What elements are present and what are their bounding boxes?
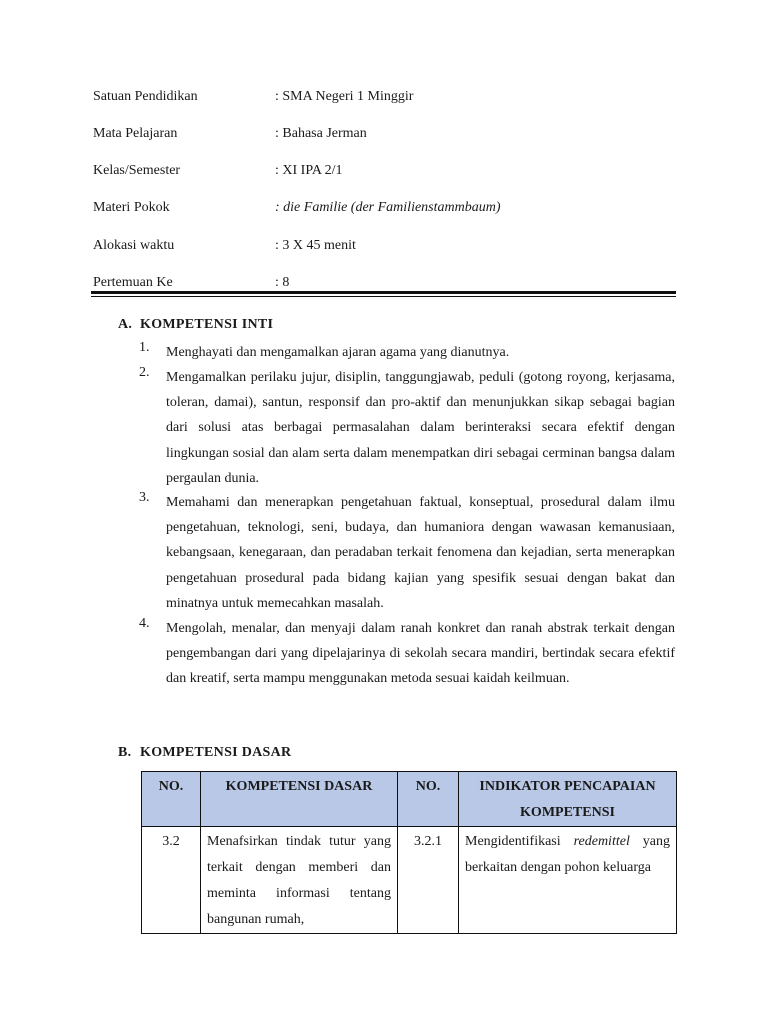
table-header-row	[142, 772, 677, 827]
column-header-no: NO.	[142, 772, 201, 827]
list-item	[139, 340, 675, 365]
identity-label: Mata Pelajaran	[93, 126, 178, 141]
indicator-text-cell	[459, 827, 677, 934]
list-item	[139, 365, 675, 491]
section-title: KOMPETENSI INTI	[140, 317, 274, 332]
header-divider-thin	[91, 296, 676, 297]
column-header-kompetensi-dasar: KOMPETENSI DASAR	[201, 772, 398, 827]
identity-label: Pertemuan Ke	[93, 275, 173, 290]
identity-value: : 3 X 45 menit	[275, 238, 356, 253]
indicator-text-end: yang berkaitan dengan pohon keluarga	[465, 834, 670, 875]
list-number: 4.	[139, 616, 150, 631]
column-header-no: NO.	[398, 772, 459, 827]
section-heading-kompetensi-inti	[118, 317, 273, 333]
identity-value: : XI IPA 2/1	[275, 163, 343, 178]
section-title: KOMPETENSI DASAR	[140, 745, 292, 760]
identity-value: : die Familie (der Familienstammbaum)	[275, 200, 501, 215]
identity-value: : SMA Negeri 1 Minggir	[275, 89, 414, 104]
column-header-indikator: INDIKATOR PENCAPAIAN KOMPETENSI	[459, 772, 677, 827]
identity-value: : 8	[275, 275, 290, 290]
section-letter: A.	[118, 317, 133, 332]
list-number: 2.	[139, 365, 150, 380]
list-text: Menghayati dan mengamalkan ajaran agama yang dianutnya.	[166, 345, 510, 360]
section-heading-kompetensi-dasar	[118, 745, 291, 761]
kd-number-cell: 3.2	[142, 827, 201, 934]
indicator-text-italic: redemittel	[573, 834, 630, 849]
identity-label: Materi Pokok	[93, 200, 170, 215]
list-text: Mengolah, menalar, dan menyaji dalam ranah konkret dan ranah abstrak terkait dengan pengembangan dari yang dipelajarinya di sekolah secara mandiri, bertindak secara efektif dan kreatif, serta mampu menggunakan metoda sesuai kaidah keilmuan.	[166, 621, 675, 687]
indicator-text-start: Mengidentifikasi	[465, 834, 561, 849]
indicator-number-cell: 3.2.1	[398, 827, 459, 934]
kompetensi-dasar-table	[141, 771, 677, 934]
identity-label: Satuan Pendidikan	[93, 89, 198, 104]
identity-label: Alokasi waktu	[93, 238, 175, 253]
section-letter: B.	[118, 745, 132, 760]
kd-text-cell: Menafsirkan tindak tutur yang terkait dengan memberi dan meminta informasi tentang bangunan rumah,	[201, 827, 398, 934]
list-text: Memahami dan menerapkan pengetahuan faktual, konseptual, prosedural dalam ilmu pengetahuan, teknologi, seni, budaya, dan humaniora dengan wawasan kemanusiaan, kebangsaan, kenegaraan, dan peradaban terkait fenomena dan kejadian, serta menerapkan pengetahuan prosedural pada bidang kajian yang spesifik sesuai dengan bakat dan minatnya untuk memecahkan masalah.	[166, 495, 675, 611]
identity-value: : Bahasa Jerman	[275, 126, 367, 141]
list-text: Mengamalkan perilaku jujur, disiplin, tanggungjawab, peduli (gotong royong, kerjasama, toleran, damai), santun, responsif dan pro-aktif dan menunjukkan sikap sebagai bagian dari solusi atas berbagai permasalahan dalam berinteraksi secara efektif dengan lingkungan sosial dan alam serta dalam menempatkan diri sebagai cerminan bangsa dalam pergaulan dunia.	[166, 370, 675, 486]
list-number: 1.	[139, 340, 150, 355]
list-number: 3.	[139, 490, 150, 505]
list-item	[139, 490, 675, 616]
list-item	[139, 616, 675, 692]
table-row	[142, 827, 677, 934]
header-divider-thick	[91, 291, 676, 294]
identity-label: Kelas/Semester	[93, 163, 181, 178]
